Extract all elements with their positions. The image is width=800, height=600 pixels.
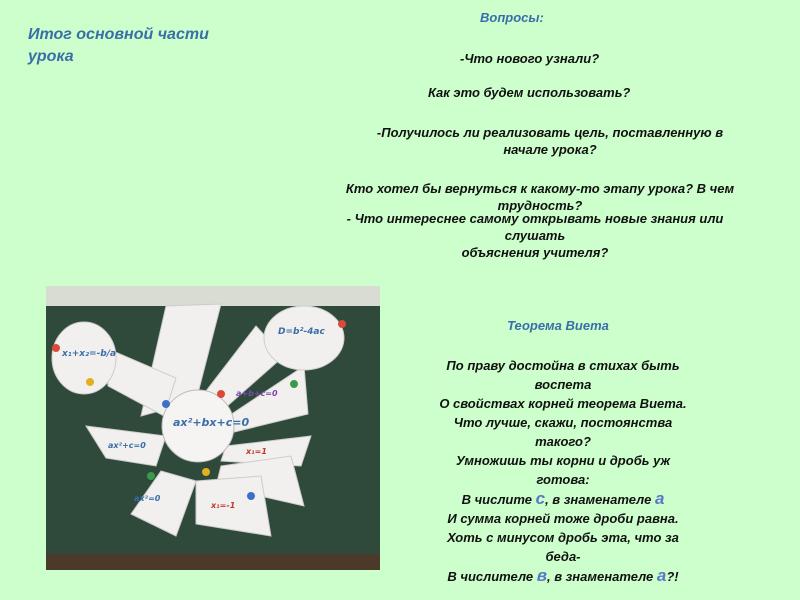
petal-formula-2: x₁=1	[246, 447, 267, 456]
question-5-line-2: слушать	[504, 228, 566, 243]
poem-title: Теорема Виета	[507, 318, 609, 333]
question-4-line-1: Кто хотел бы вернуться к какому-то этапу урока? В чем	[345, 181, 735, 196]
poem-line: Хоть с минусом дробь эта, что за	[447, 530, 679, 545]
poem-letter-c: с	[535, 489, 546, 508]
center-formula: ax²+bx+c=0	[173, 416, 250, 429]
questions-header: Вопросы:	[480, 10, 544, 25]
poem-line: О свойствах корней теорема Виета.	[439, 396, 687, 411]
poem-line	[408, 489, 718, 509]
poem-line: По праву достойна в стихах быть	[446, 358, 680, 373]
petal-formula-5: ax²=0	[134, 494, 161, 503]
slide-title: Итог основной части урока	[28, 26, 209, 65]
question-3-line-1: -Получилось ли реализовать цель, поставленную в	[376, 125, 724, 140]
question-4-line-2: трудность?	[497, 198, 583, 213]
poem-line: Что лучше, скажи, постоянства	[453, 415, 673, 430]
poem-line: готова:	[536, 472, 590, 487]
petal-formula-3: x₁=-1	[211, 501, 236, 510]
wall	[46, 286, 380, 306]
right-formula: D=b²-4ac	[278, 327, 325, 337]
poem-line: И сумма корней тоже дроби равна.	[447, 511, 679, 526]
poem-letter-b: в	[536, 566, 547, 585]
question-3-line-2: начале урока?	[503, 142, 597, 157]
poem-line: Умножишь ты корни и дробь уж	[455, 453, 671, 468]
poem-text: ?!	[666, 569, 679, 584]
poem-text: , в знаменателе	[546, 569, 657, 584]
poem-line	[408, 566, 718, 586]
question-2: Как это будем использовать?	[428, 85, 631, 100]
vieta-poem	[408, 356, 718, 586]
formula-flower-photo	[46, 286, 380, 570]
poem-line: такого?	[535, 434, 591, 449]
question-5-line-1: - Что интереснее самому открывать новые знания или	[346, 211, 724, 226]
poem-text: В числителе	[447, 569, 537, 584]
poem-letter-a: а	[656, 566, 667, 585]
petal-formula-1: a+b+c=0	[236, 389, 278, 398]
board-frame	[46, 554, 380, 570]
question-1: -Что нового узнали?	[460, 51, 600, 66]
poem-line: беда-	[545, 549, 581, 564]
left-formula: x₁+x₂=-b/a	[62, 349, 117, 359]
question-5-line-3: объяснения учителя?	[461, 245, 609, 260]
petal-formula-4: ax²+c=0	[108, 441, 146, 450]
question-3	[330, 124, 770, 158]
right-oval-card	[264, 306, 344, 370]
poem-text: , в знаменателе	[545, 492, 655, 507]
question-5	[300, 210, 770, 261]
poem-line: воспета	[534, 377, 592, 392]
poem-letter-a: а	[654, 489, 665, 508]
question-4	[305, 180, 775, 214]
poem-text: В числите	[461, 492, 536, 507]
